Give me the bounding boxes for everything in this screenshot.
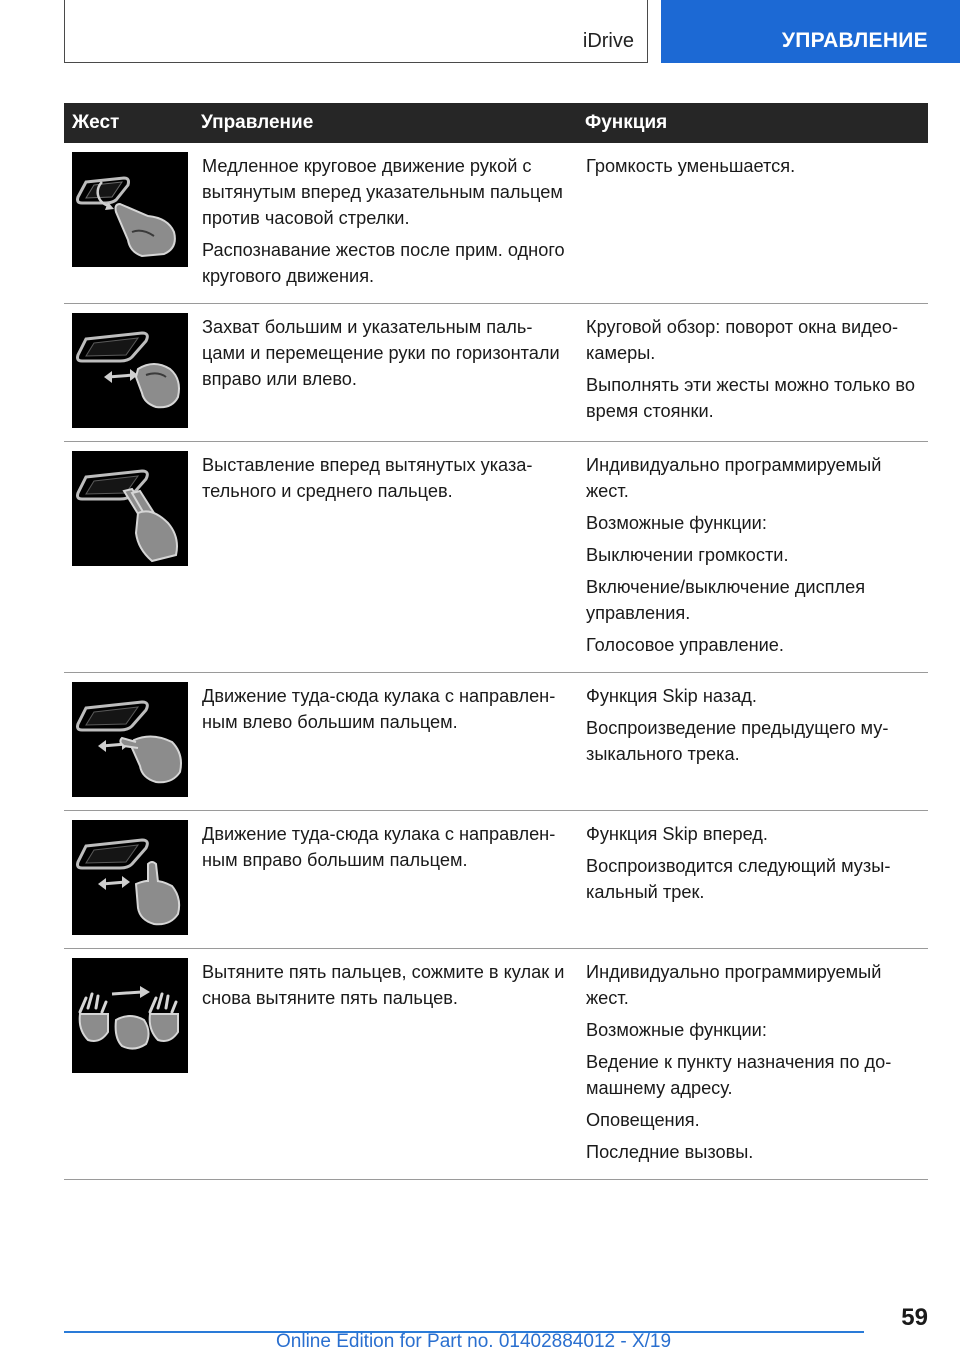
control-text: Медленное круговое движение рукой с вытянутым вперед указательным пальцем против часовой стрелки. bbox=[202, 156, 563, 228]
control-text: Движение туда-сюда кулака с направленным вправо большим пальцем. bbox=[202, 824, 556, 870]
five-fingers-fist-gesture-icon bbox=[72, 958, 188, 1073]
function-text: Последние вызовы. bbox=[586, 1142, 754, 1162]
function-text: Индивидуально программируемый жест. bbox=[586, 962, 882, 1008]
function-text: Включение/выключение дисплея управления. bbox=[586, 577, 866, 623]
table-row bbox=[64, 811, 928, 949]
function-text: Голосовое управление. bbox=[586, 635, 784, 655]
column-header-gesture: Жест bbox=[64, 103, 193, 143]
table-header-row bbox=[64, 103, 928, 143]
two-finger-point-gesture-icon bbox=[72, 451, 188, 566]
function-text: Громкость уменьшается. bbox=[586, 156, 796, 176]
section-title: iDrive bbox=[582, 30, 634, 52]
table-row bbox=[64, 673, 928, 811]
function-text: Функция Skip назад. bbox=[586, 686, 757, 706]
column-header-control: Управление bbox=[193, 103, 577, 143]
edition-note: Online Edition for Part no. 01402884012 - X/19 bbox=[276, 1331, 672, 1352]
control-text: Движение туда-сюда кулака с направленным влево большим пальцем. bbox=[202, 686, 556, 732]
control-text: Захват большим и указательным пальцами и перемещение руки по горизонтали вправо или влево. bbox=[202, 317, 560, 389]
function-text: Индивидуально программируемый жест. bbox=[586, 455, 882, 501]
page-number: 59 bbox=[901, 1304, 928, 1331]
table-row bbox=[64, 949, 928, 1180]
function-text: Выключении громкости. bbox=[586, 545, 789, 565]
function-text: Воспроизведение предыдущего музыкального трека. bbox=[586, 718, 889, 764]
chapter-title: УПРАВЛЕНИЕ bbox=[781, 29, 928, 52]
function-text: Оповещения. bbox=[586, 1110, 700, 1130]
function-text: Ведение к пункту назначения по домашнему адресу. bbox=[586, 1052, 892, 1098]
function-text: Выполнять эти жесты можно только во время стоянки. bbox=[586, 375, 916, 421]
circle-counterclockwise-gesture-icon bbox=[72, 152, 188, 267]
column-header-function: Функция bbox=[577, 103, 928, 143]
control-text: Распознавание жестов после прим. одного кругового движения. bbox=[202, 240, 565, 286]
table-row bbox=[64, 304, 928, 442]
function-text: Воспроизводится следующий музыкальный трек. bbox=[586, 856, 891, 902]
running-header-left bbox=[64, 0, 648, 63]
fist-thumb-right-gesture-icon bbox=[72, 820, 188, 935]
table-row bbox=[64, 442, 928, 673]
function-text: Возможные функции: bbox=[586, 513, 767, 533]
fist-thumb-left-gesture-icon bbox=[72, 682, 188, 797]
gesture-table bbox=[64, 103, 928, 1180]
function-text: Функция Skip вперед. bbox=[586, 824, 768, 844]
function-text: Круговой обзор: поворот окна видеокамеры. bbox=[586, 317, 899, 363]
grab-swipe-horizontal-gesture-icon bbox=[72, 313, 188, 428]
table-row bbox=[64, 143, 928, 304]
function-text: Возможные функции: bbox=[586, 1020, 767, 1040]
control-text: Вытяните пять пальцев, сожмите в кулак и снова вытяните пять пальцев. bbox=[202, 962, 565, 1008]
control-text: Выставление вперед вытянутых указательного и среднего пальцев. bbox=[202, 455, 533, 501]
chapter-tab bbox=[661, 0, 960, 63]
